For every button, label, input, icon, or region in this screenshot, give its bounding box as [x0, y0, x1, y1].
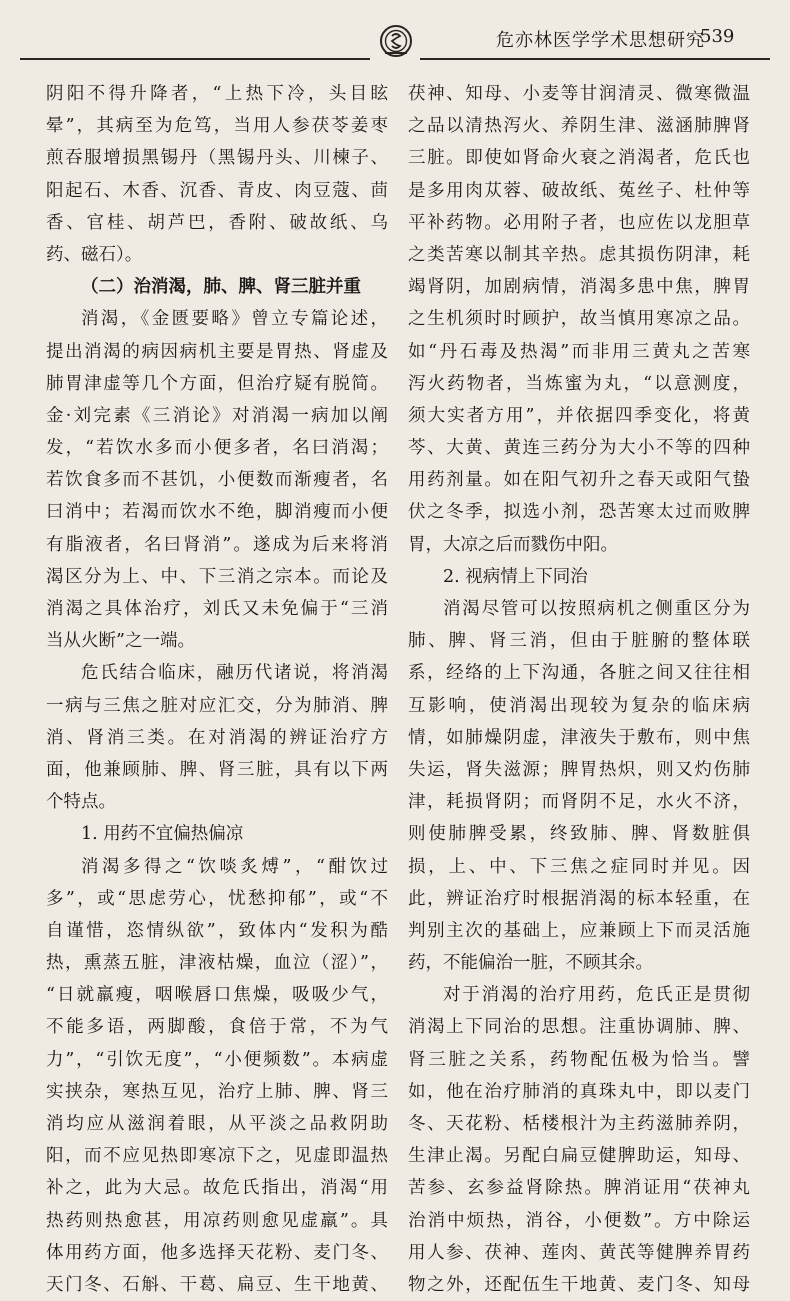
text-line: 平补药物。必用附子者，也应佐以龙胆草	[408, 212, 750, 233]
text-line: 须大实者方用”，并依据四季变化，将黄	[408, 405, 750, 426]
text-line: 三脏。即使如肾命火衰之消渴者，危氏也	[408, 148, 750, 169]
left-text-column	[46, 78, 388, 1301]
text-line: 消渴上下同治的思想。注重协调肺、脾、	[408, 1017, 750, 1038]
text-line: 实挟杂，寒热互见，治疗上肺、脾、肾三	[46, 1081, 388, 1102]
text-line: 情，如肺燥阴虚，津液失于敷布，则中焦	[408, 727, 750, 748]
text-line: 茯神、知母、小麦等甘润清灵、微寒微温	[408, 84, 750, 104]
text-line: 治消中烦热，消谷，小便数”。方中除运	[408, 1210, 750, 1231]
text-line: 失运，肾失滋源；脾胃热炽，则又灼伤肺	[408, 759, 750, 780]
text-line: 一病与三焦之脏对应汇交，分为肺消、脾	[46, 695, 388, 716]
text-line: 多”，或“思虑劳心，忧愁抑郁”，或“不	[46, 888, 388, 909]
page-number: 539	[700, 26, 735, 47]
text-line: 系，经络的上下沟通，各脏之间又往往相	[408, 663, 750, 684]
text-line: 苦参、玄参益肾除热。脾消证用“茯神丸	[408, 1178, 750, 1199]
text-line: 判别主次的基础上，应兼顾上下而灵活施	[408, 920, 750, 941]
text-line: 体用药方面，他多选择天花粉、麦门冬、	[46, 1242, 388, 1263]
text-line: 1. 用药不宜偏热偏凉	[81, 824, 244, 845]
page-header	[0, 0, 790, 66]
text-line: 之生机须时时顾护，故当慎用寒凉之品。	[408, 309, 750, 330]
text-line: 消渴，《金匮要略》曾立专篇论述，	[81, 309, 388, 330]
text-line: 渴区分为上、中、下三消之宗本。而论及	[46, 566, 388, 587]
section-heading: （二）治消渴，肺、脾、肾三脏并重	[81, 277, 361, 298]
text-line: 阴阳不得升降者，“上热下冷，头目眩	[46, 84, 388, 104]
text-line: 互影响，使消渴出现较为复杂的临床病	[408, 695, 750, 716]
text-line: 当从火断”之一端。	[46, 631, 195, 652]
header-rule-left	[20, 58, 370, 60]
text-line: 晕”，其病至为危笃，当用人参茯苓姜枣	[46, 116, 388, 137]
text-line: 曰消中；若渴而饮水不绝，脚消瘦而小便	[46, 502, 388, 523]
text-line: 伏之冬季，拟选小剂，恐苦寒太过而败脾	[408, 502, 750, 523]
text-line: 热药则热愈甚，用凉药则愈见虚羸”。具	[46, 1210, 388, 1231]
text-line: 肺、脾、肾三消，但由于脏腑的整体联	[408, 631, 750, 652]
text-line: 津，耗损肾阴；而肾阴不足，水火不济，	[408, 792, 750, 813]
book-seal-icon	[379, 24, 413, 58]
text-line: 冬、天花粉、栝楼根汁为主药滋肺养阴，	[408, 1114, 750, 1134]
text-line: 竭肾阴，加剧病情，消渴多患中焦，脾胃	[408, 277, 750, 298]
running-title: 危亦林医学学术思想研究	[496, 30, 705, 51]
text-line: 是多用肉苁蓉、破故纸、菟丝子、杜仲等	[408, 180, 750, 201]
text-line: 肾三脏之关系，药物配伍极为恰当。譬	[408, 1049, 750, 1070]
text-line: 药、磁石）。	[46, 244, 143, 265]
text-line: 药，不能偏治一脏，不顾其余。	[408, 953, 653, 974]
text-line: 补之，此为大忌。故危氏指出，消渴“用	[46, 1178, 388, 1199]
text-line: 提出消渴的病因病机主要是胃热、肾虚及	[46, 341, 388, 362]
text-line: 物之外，还配伍生干地黄、麦门冬、知母	[408, 1274, 750, 1295]
text-line: 此，辨证治疗时根据消渴的标本轻重，在	[408, 888, 750, 909]
text-line: 天门冬、石斛、干葛、扁豆、生干地黄、	[46, 1274, 388, 1295]
text-line: 阳，而不应见热即寒凉下之，见虚即温热	[46, 1146, 388, 1167]
text-line: 如，他在治疗肺消的真珠丸中，即以麦门	[408, 1081, 750, 1102]
text-line: 消、肾消三类。在对消渴的辨证治疗方	[46, 727, 388, 748]
header-rule-right	[420, 58, 770, 60]
text-line: 消渴之具体治疗，刘氏又未免偏于“三消	[46, 599, 388, 619]
text-line: 如“丹石毒及热渴”而非用三黄丸之苦寒	[408, 341, 750, 362]
text-line: 面，他兼顾肺、脾、肾三脏，具有以下两	[46, 759, 388, 780]
text-line: 消渴尽管可以按照病机之侧重区分为	[443, 599, 750, 619]
text-line: 阳起石、木香、沉香、青皮、肉豆蔻、茴	[46, 180, 388, 201]
text-line: 发，“若饮水多而小便多者，名曰消渴；	[46, 438, 388, 459]
text-line: 泻火药物者，当炼蜜为丸，“以意测度，	[408, 373, 750, 394]
text-line: 芩、大黄、黄连三药分为大小不等的四种	[408, 438, 750, 459]
text-line: 用人参、茯神、莲肉、黄芪等健脾养胃药	[408, 1242, 750, 1263]
text-line: 危氏结合临床，融历代诸说，将消渴	[81, 663, 388, 684]
text-line: 则使肺脾受累，终致肺、脾、肾数脏俱	[408, 824, 750, 845]
text-line: 损，上、中、下三焦之症同时并见。因	[408, 856, 750, 877]
text-line: 个特点。	[46, 792, 116, 813]
text-line: 消渴多得之“饮啖炙煿”，“酣饮过	[81, 856, 388, 877]
text-line: 自谨惜，恣情纵欲”，致体内“发积为酷	[46, 920, 388, 941]
text-line: 之类苦寒以制其辛热。虑其损伤阴津，耗	[408, 244, 750, 265]
text-line: “日就羸瘦，咽喉唇口焦燥，吸吸少气，	[46, 985, 388, 1006]
text-line: 香、官桂、胡芦巴，香附、破故纸、乌	[46, 212, 388, 233]
text-line: 之品以清热泻火、养阴生津、滋涵肺脾肾	[408, 116, 750, 137]
text-line: 用药剂量。如在阳气初升之春天或阳气蛰	[408, 470, 750, 491]
text-line: 金·刘完素《三消论》对消渴一病加以阐	[46, 405, 388, 426]
text-line: 若饮食多而不甚饥，小便数而渐瘦者，名	[46, 470, 388, 491]
right-text-column	[408, 78, 750, 1301]
text-line: 胃，大凉之后而戮伤中阳。	[408, 534, 618, 555]
text-line: 热，熏蒸五脏，津液枯燥，血泣（涩）”，	[46, 953, 388, 974]
text-line: 肺胃津虚等几个方面，但治疗疑有脱简。	[46, 373, 388, 394]
text-line: 力”，“引饮无度”，“小便频数”。本病虚	[46, 1049, 388, 1070]
text-line: 有脂液者，名曰肾消”。遂成为后来将消	[46, 534, 388, 555]
text-line: 消均应从滋润着眼，从平淡之品救阴助	[46, 1114, 388, 1134]
text-line: 煎吞服增损黑锡丹（黑锡丹头、川楝子、	[46, 148, 388, 169]
text-line: 不能多语，两脚酸，食倍于常，不为气	[46, 1017, 388, 1038]
text-line: 2. 视病情上下同治	[443, 566, 588, 587]
text-line: 生津止渴。另配白扁豆健脾助运，知母、	[408, 1146, 750, 1167]
text-line: 对于消渴的治疗用药，危氏正是贯彻	[443, 985, 750, 1006]
